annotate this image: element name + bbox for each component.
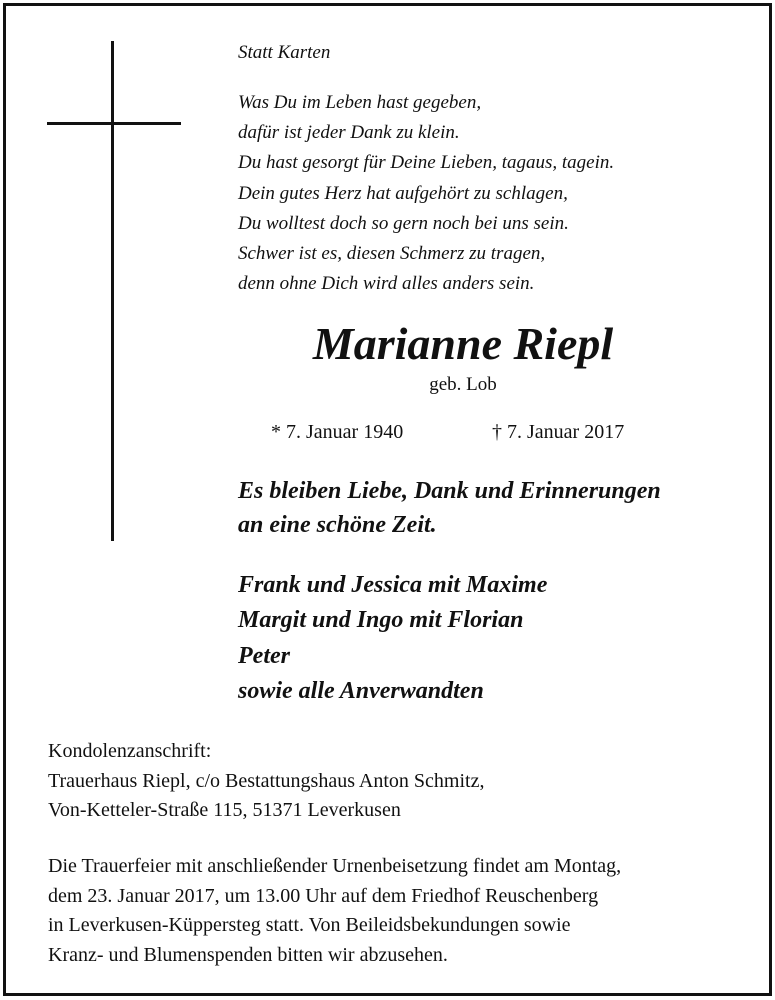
family-member: Peter (238, 642, 290, 669)
cross-horizontal-bar (47, 122, 181, 125)
obituary-frame (3, 3, 772, 996)
poem-line: Dein gutes Herz hat aufgehört zu schlagen, (238, 182, 568, 204)
ceremony-line: dem 23. Januar 2017, um 13.00 Uhr auf dem Friedhof Reuschenberg (48, 884, 599, 907)
intro-text: Statt Karten (238, 42, 331, 63)
poem-line: Schwer ist es, diesen Schmerz zu tragen, (238, 243, 546, 265)
family-list (238, 568, 547, 709)
poem-line: Du hast gesorgt für Deine Lieben, tagaus, tagein. (238, 152, 615, 174)
family-member: sowie alle Anverwandten (238, 677, 484, 704)
ceremony-line: in Leverkusen-Küppersteg statt. Von Beileidsbekundungen sowie (48, 914, 571, 936)
ceremony-line: Die Trauerfeier mit anschließender Urnenbeisetzung findet am Montag, (48, 855, 622, 877)
family-member: Frank und Jessica mit Maxime (238, 572, 548, 598)
poem-line: denn ohne Dich wird alles anders sein. (238, 273, 535, 295)
ceremony-line: Kranz- und Blumenspenden bitten wir abzusehen. (48, 943, 448, 966)
poem-line: dafür ist jeder Dank zu klein. (238, 122, 460, 144)
address-line: Kondolenzanschrift: (48, 740, 212, 762)
deceased-name: Marianne Riepl (312, 318, 614, 369)
address-line: Von-Ketteler-Straße 115, 51371 Leverkusen (48, 799, 401, 821)
memorial-quote (238, 475, 661, 542)
condolence-address (48, 737, 484, 826)
poem-line: Du wolltest doch so gern noch bei uns sein. (238, 212, 569, 234)
birth-date: * 7. Januar 1940 (271, 421, 404, 443)
poem (238, 88, 614, 299)
maiden-name: geb. Lob (429, 374, 497, 395)
address-line: Trauerhaus Riepl, c/o Bestattungshaus Anton Schmitz, (48, 769, 485, 792)
ceremony-info (48, 852, 621, 970)
quote-line: an eine schöne Zeit. (238, 511, 437, 538)
cross-vertical-bar (111, 41, 114, 541)
death-date: † 7. Januar 2017 (492, 421, 625, 443)
family-member: Margit und Ingo mit Florian (238, 607, 524, 634)
poem-line: Was Du im Leben hast gegeben, (238, 92, 482, 113)
quote-line: Es bleiben Liebe, Dank und Erinnerungen (238, 478, 661, 504)
